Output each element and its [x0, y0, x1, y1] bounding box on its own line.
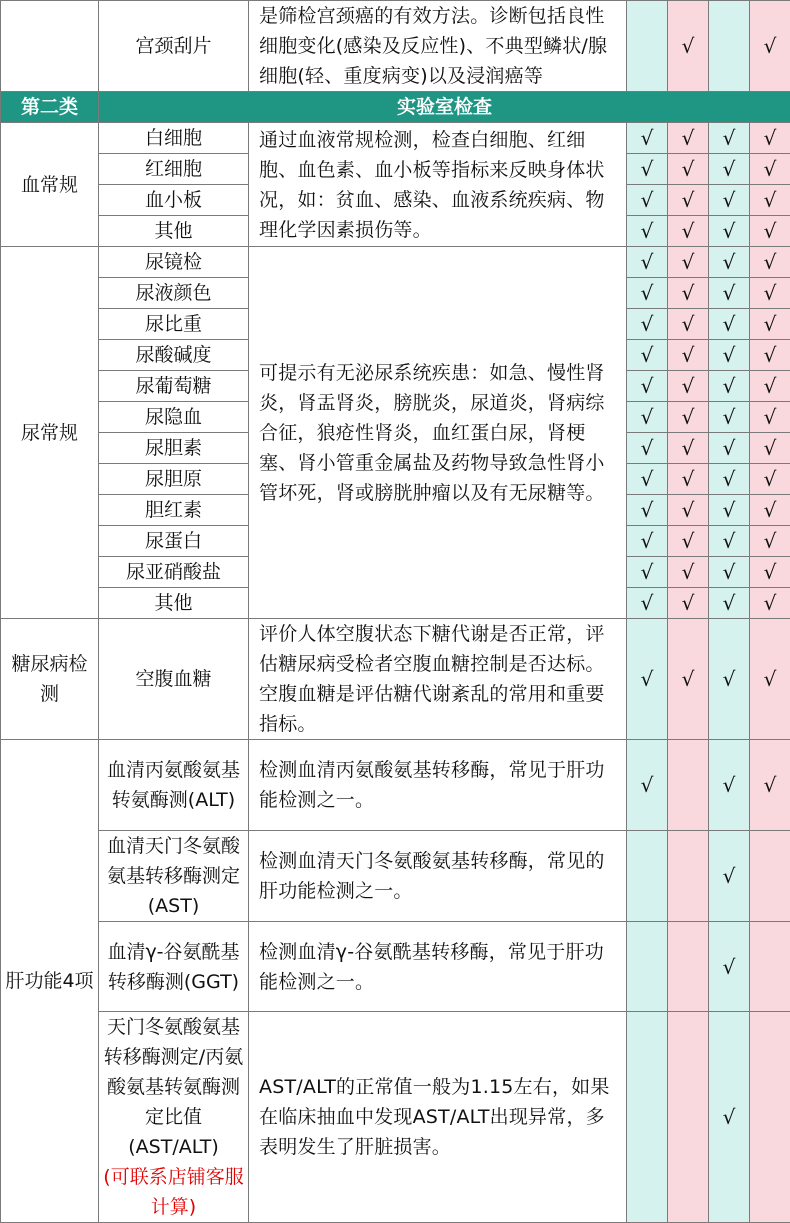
- check-mark: √: [627, 278, 668, 309]
- item-name: 尿胆素: [99, 433, 249, 464]
- check-mark: √: [668, 154, 709, 185]
- check-mark: √: [709, 740, 750, 831]
- check-mark: √: [709, 216, 750, 247]
- section-title: 实验室检查: [99, 92, 790, 123]
- item-name: 尿亚硝酸盐: [99, 557, 249, 588]
- item-name: 尿酸碱度: [99, 340, 249, 371]
- check-mark: √: [709, 278, 750, 309]
- check-mark: √: [627, 619, 668, 740]
- table-row: [1, 123, 790, 154]
- check-mark: √: [750, 619, 790, 740]
- table-row: [1, 1012, 790, 1223]
- section-header: [1, 92, 790, 123]
- item-name: 白细胞: [99, 123, 249, 154]
- check-mark: √: [627, 588, 668, 619]
- check-mark: √: [709, 1012, 750, 1223]
- item-name: 尿镜检: [99, 247, 249, 278]
- check-mark: √: [709, 922, 750, 1012]
- check-mark: √: [627, 123, 668, 154]
- item-name-cell: [99, 1012, 249, 1223]
- check-mark: √: [668, 433, 709, 464]
- item-name: 天门冬氨酸氨基转移酶测定/丙氨酸氨基转氨酶测定比值(AST/ALT): [104, 1016, 243, 1158]
- check-mark: √: [750, 464, 790, 495]
- item-name: 尿胆原: [99, 464, 249, 495]
- check-mark: √: [750, 123, 790, 154]
- check-mark: [668, 831, 709, 922]
- category-cell: 尿常规: [1, 247, 99, 619]
- check-mark: √: [668, 526, 709, 557]
- check-mark: √: [668, 216, 709, 247]
- check-mark: √: [668, 402, 709, 433]
- check-mark: √: [627, 185, 668, 216]
- check-mark: √: [709, 247, 750, 278]
- check-mark: √: [709, 185, 750, 216]
- check-mark: √: [709, 464, 750, 495]
- check-mark: [750, 831, 790, 922]
- check-mark: √: [709, 123, 750, 154]
- item-name: 宫颈刮片: [99, 1, 249, 92]
- check-mark: √: [709, 588, 750, 619]
- table-row: [1, 247, 790, 278]
- calculation-note: (可联系店铺客服计算): [103, 1166, 243, 1218]
- item-name: 尿蛋白: [99, 526, 249, 557]
- category-empty-cell: [1, 1, 99, 92]
- item-name: 血清γ-谷氨酰基转移酶测(GGT): [99, 922, 249, 1012]
- check-mark: √: [709, 831, 750, 922]
- check-mark: √: [627, 371, 668, 402]
- check-mark: √: [627, 464, 668, 495]
- check-mark: √: [709, 309, 750, 340]
- check-mark: √: [668, 619, 709, 740]
- check-mark: √: [709, 340, 750, 371]
- item-name: 尿隐血: [99, 402, 249, 433]
- check-mark: √: [627, 526, 668, 557]
- item-name: 其他: [99, 588, 249, 619]
- check-mark: √: [668, 185, 709, 216]
- check-mark: √: [709, 371, 750, 402]
- item-description: 是筛检宫颈癌的有效方法。诊断包括良性细胞变化(感染及反应性)、不典型鳞状/腺细胞(轻、重度病变)以及浸润癌等: [249, 1, 627, 92]
- check-mark: [750, 922, 790, 1012]
- check-mark: √: [750, 371, 790, 402]
- item-description: 检测血清丙氨酸氨基转移酶，常见于肝功能检测之一。: [249, 740, 627, 831]
- item-name: 尿液颜色: [99, 278, 249, 309]
- item-name: 血清天门冬氨酸氨基转移酶测定(AST): [99, 831, 249, 922]
- check-mark: √: [750, 216, 790, 247]
- check-mark: √: [750, 185, 790, 216]
- table-row: [1, 831, 790, 922]
- check-mark: [668, 922, 709, 1012]
- check-mark: √: [627, 433, 668, 464]
- check-mark: √: [750, 278, 790, 309]
- check-mark: [627, 831, 668, 922]
- check-mark: √: [627, 402, 668, 433]
- check-mark: √: [709, 402, 750, 433]
- check-mark: √: [627, 740, 668, 831]
- check-mark: [627, 1012, 668, 1223]
- check-mark: √: [750, 402, 790, 433]
- item-description: AST/ALT的正常值一般为1.15左右，如果在临床抽血中发现AST/ALT出现异常，多表明发生了肝脏损害。: [249, 1012, 627, 1223]
- check-mark: √: [709, 526, 750, 557]
- row-pap-smear: [1, 1, 790, 92]
- check-mark: √: [709, 619, 750, 740]
- item-name: 其他: [99, 216, 249, 247]
- check-mark: √: [750, 495, 790, 526]
- item-description: 检测血清γ-谷氨酰基转移酶，常见于肝功能检测之一。: [249, 922, 627, 1012]
- check-mark: [668, 740, 709, 831]
- check-mark: √: [668, 371, 709, 402]
- check-mark: √: [627, 495, 668, 526]
- item-description: 可提示有无泌尿系统疾患：如急、慢性肾炎，肾盂肾炎，膀胱炎，尿道炎，肾病综合征，狼疮性肾炎，血红蛋白尿，肾梗塞、肾小管重金属盐及药物导致急性肾小管坏死，肾或膀胱肿瘤以及有无尿糖等。: [249, 247, 627, 619]
- check-mark: [627, 1, 668, 92]
- check-mark: √: [668, 1, 709, 92]
- item-description: 检测血清天门冬氨酸氨基转移酶，常见的肝功能检测之一。: [249, 831, 627, 922]
- check-mark: √: [668, 588, 709, 619]
- check-mark: [750, 1012, 790, 1223]
- table-row: [1, 740, 790, 831]
- check-mark: √: [750, 740, 790, 831]
- check-mark: √: [668, 247, 709, 278]
- item-name: 红细胞: [99, 154, 249, 185]
- check-mark: √: [627, 154, 668, 185]
- check-mark: √: [668, 309, 709, 340]
- check-mark: √: [750, 1, 790, 92]
- check-mark: √: [668, 557, 709, 588]
- item-name: 血小板: [99, 185, 249, 216]
- check-mark: √: [750, 557, 790, 588]
- item-description: 评价人体空腹状态下糖代谢是否正常，评估糖尿病受检者空腹血糖控制是否达标。空腹血糖是评估糖代谢紊乱的常用和重要指标。: [249, 619, 627, 740]
- check-mark: √: [750, 526, 790, 557]
- item-description: 通过血液常规检测，检查白细胞、红细胞、血色素、血小板等指标来反映身体状况，如：贫血、感染、血液系统疾病、物理化学因素损伤等。: [249, 123, 627, 247]
- item-name: 血清丙氨酸氨基转氨酶测(ALT): [99, 740, 249, 831]
- check-mark: √: [627, 247, 668, 278]
- check-mark: [627, 922, 668, 1012]
- check-mark: √: [627, 557, 668, 588]
- item-name: 胆红素: [99, 495, 249, 526]
- check-mark: √: [627, 309, 668, 340]
- check-mark: √: [750, 340, 790, 371]
- check-mark: √: [709, 154, 750, 185]
- item-name: 空腹血糖: [99, 619, 249, 740]
- category-cell: 血常规: [1, 123, 99, 247]
- check-mark: √: [750, 588, 790, 619]
- category-cell: 糖尿病检测: [1, 619, 99, 740]
- table-row: [1, 619, 790, 740]
- check-mark: √: [750, 309, 790, 340]
- check-mark: √: [709, 557, 750, 588]
- check-mark: √: [709, 495, 750, 526]
- check-mark: √: [668, 278, 709, 309]
- table-row: [1, 922, 790, 1012]
- check-mark: √: [709, 433, 750, 464]
- check-mark: √: [668, 340, 709, 371]
- category-cell: 肝功能4项: [1, 740, 99, 1223]
- check-mark: [668, 1012, 709, 1223]
- check-mark: √: [668, 464, 709, 495]
- check-mark: [709, 1, 750, 92]
- check-mark: √: [750, 247, 790, 278]
- check-mark: √: [750, 433, 790, 464]
- section-label: 第二类: [1, 92, 99, 123]
- check-mark: √: [627, 340, 668, 371]
- check-mark: √: [750, 154, 790, 185]
- check-mark: √: [668, 123, 709, 154]
- check-mark: √: [668, 495, 709, 526]
- check-mark: √: [627, 216, 668, 247]
- item-name: 尿比重: [99, 309, 249, 340]
- item-name: 尿葡萄糖: [99, 371, 249, 402]
